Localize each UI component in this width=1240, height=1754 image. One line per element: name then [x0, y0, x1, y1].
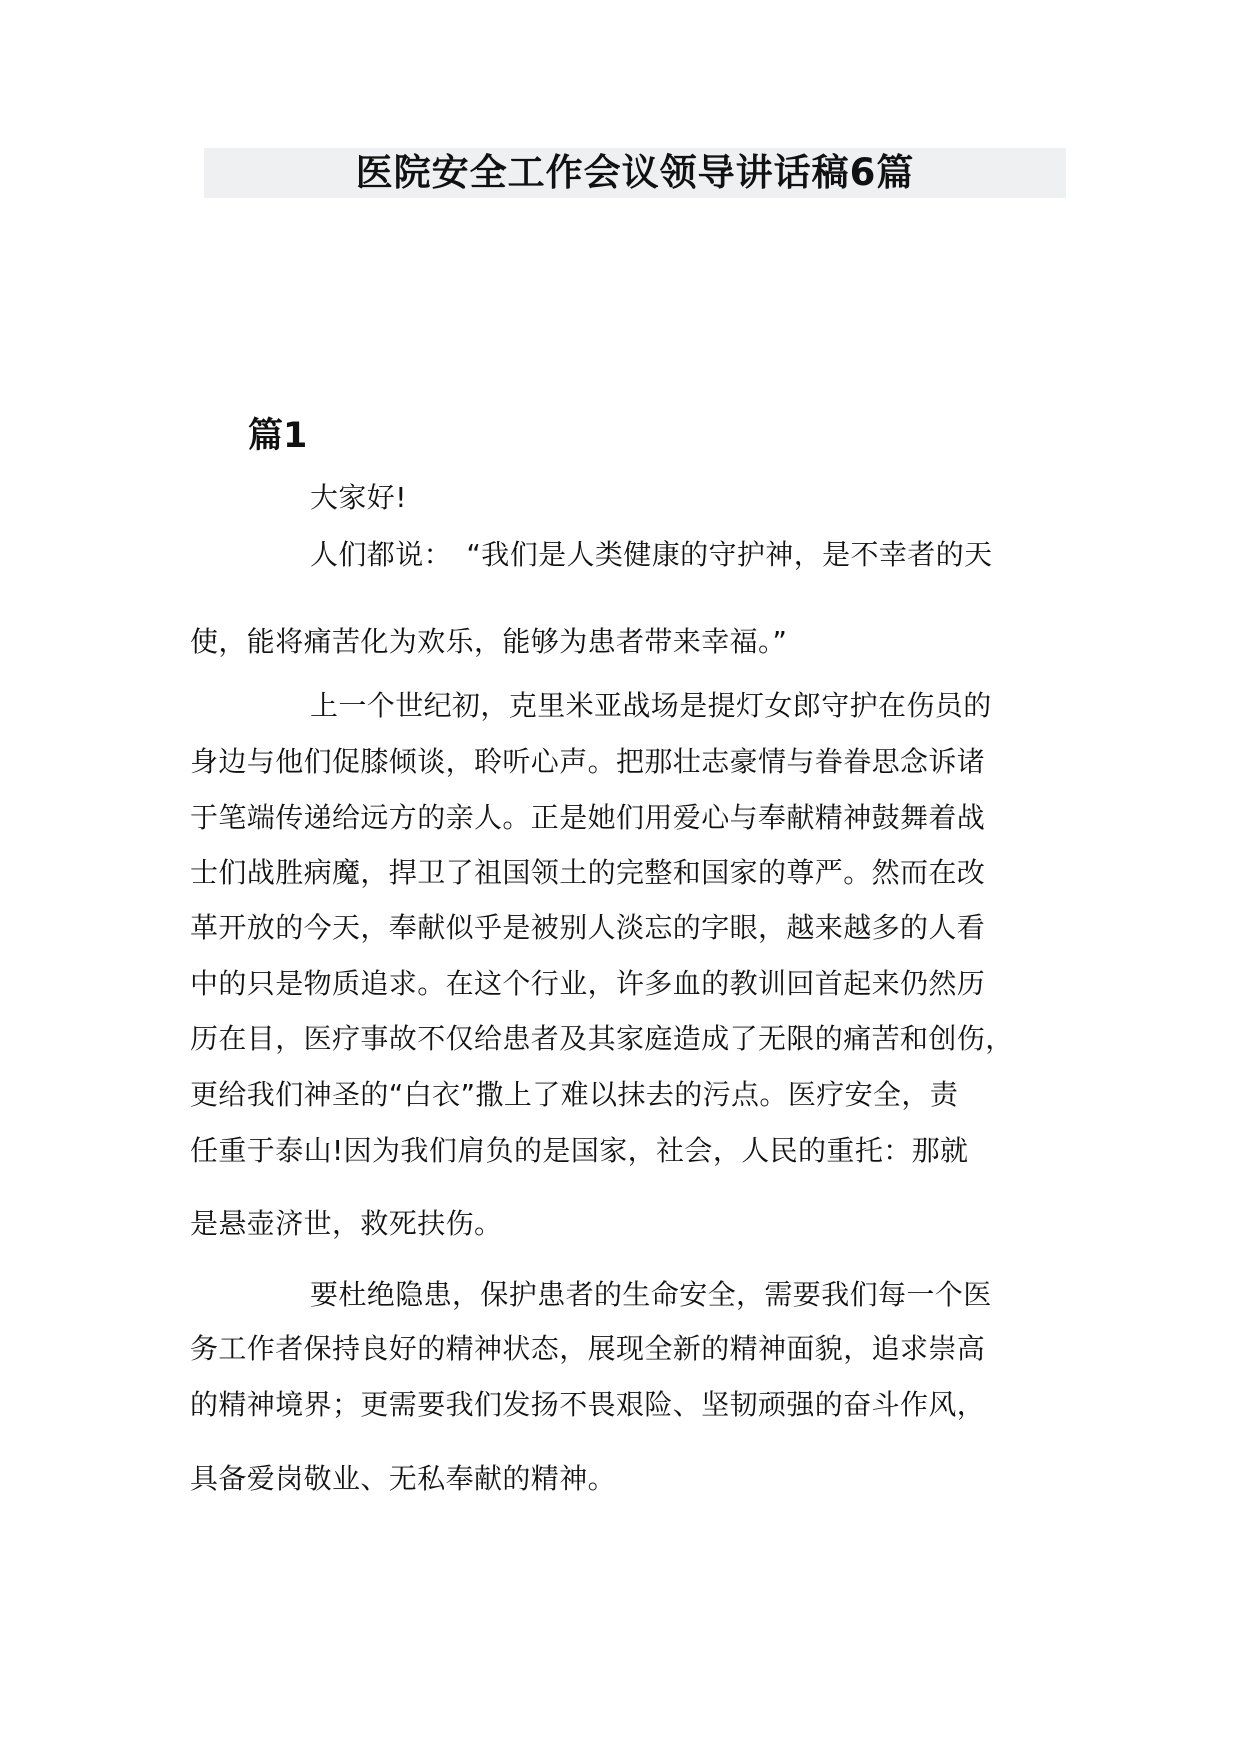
paragraph-line: 务工作者保持良好的精神状态，展现全新的精神面貌，追求崇高 — [190, 1332, 986, 1365]
paragraph-line: 于笔端传递给远方的亲人。正是她们用爱心与奉献精神鼓舞着战 — [190, 801, 986, 834]
paragraph-line: 士们战胜病魔，捍卫了祖国领土的完整和国家的尊严。然而在改 — [190, 856, 986, 889]
paragraph-line: 革开放的今天，奉献似乎是被别人淡忘的字眼，越来越多的人看 — [190, 911, 986, 944]
paragraph-line: 历在目，医疗事故不仅给患者及其家庭造成了无限的痛苦和创伤， — [190, 1022, 1014, 1055]
paragraph-line: 中的只是物质追求。在这个行业，许多血的教训回首起来仍然历 — [190, 967, 986, 1000]
document-title: 医院安全工作会议领导讲话稿6篇 — [355, 151, 915, 194]
paragraph-line: 是悬壶济世，救死扶伤。 — [190, 1207, 503, 1240]
paragraph-line: 更给我们神圣的“白衣”撒上了难以抹去的污点。医疗安全，责 — [190, 1078, 959, 1111]
paragraph-line: 上一个世纪初，克里米亚战场是提灯女郎守护在伤员的 — [310, 689, 992, 722]
paragraph-line: 使，能将痛苦化为欢乐，能够为患者带来幸福。” — [190, 625, 788, 658]
paragraph-line: 具备爱岗敬业、无私奉献的精神。 — [190, 1462, 617, 1495]
greeting-line: 大家好! — [310, 481, 407, 514]
paragraph-line: 人们都说： “我们是人类健康的守护神，是不幸者的天 — [310, 538, 993, 571]
section-heading: 篇1 — [248, 416, 308, 456]
paragraph-line: 身边与他们促膝倾谈，聆听心声。把那壮志豪情与眷眷思念诉诸 — [190, 745, 986, 778]
paragraph-line: 的精神境界；更需要我们发扬不畏艰险、坚韧顽强的奋斗作风， — [190, 1388, 986, 1421]
paragraph-line: 要杜绝隐患，保护患者的生命安全，需要我们每一个医 — [310, 1278, 992, 1311]
paragraph-line: 任重于泰山!因为我们肩负的是国家，社会，人民的重托：那就 — [190, 1134, 969, 1167]
title-banner — [204, 148, 1066, 198]
